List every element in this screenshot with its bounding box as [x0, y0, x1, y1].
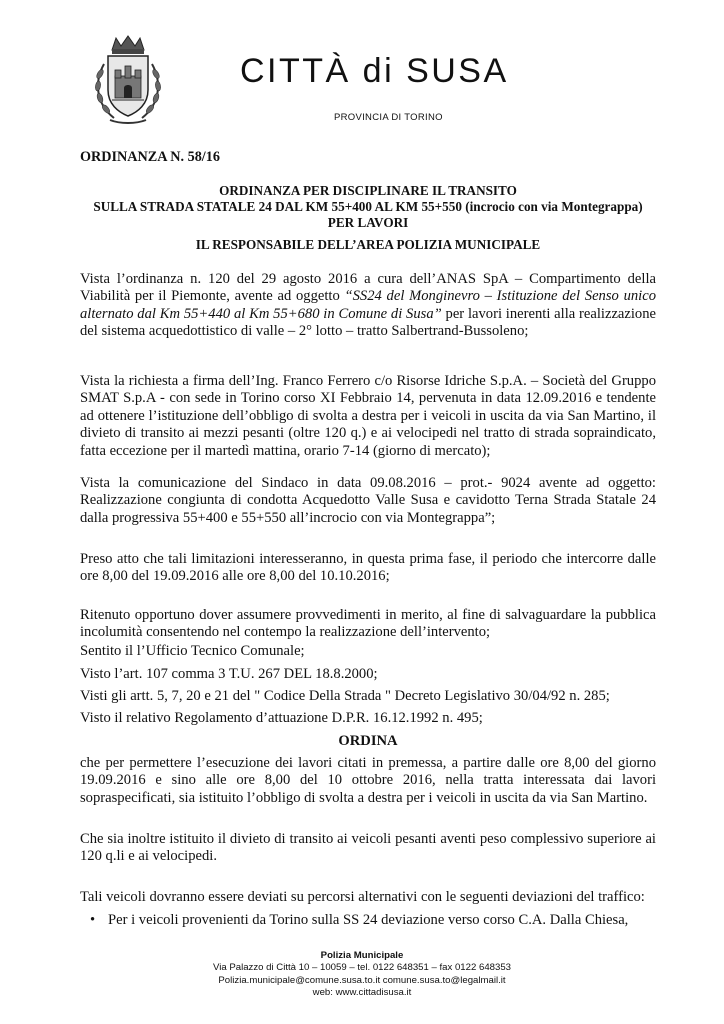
- heading-line: SULLA STRADA STATALE 24 DAL KM 55+400 AL KM 55+550 (incrocio con via Montegrappa): [93, 198, 643, 214]
- footer: [0, 950, 724, 1000]
- province-label: PROVINCIA DI TORINO: [334, 112, 443, 123]
- paragraph-preso-atto: Preso atto che tali limitazioni interesseranno, in questa prima fase, il periodo che intercorre dalle ore 8,00 del 19.09.2016 alle ore 8,00 del 10.10.2016;: [80, 551, 656, 585]
- line-visto-regolamento: Visto il relativo Regolamento d’attuazione D.P.R. 16.12.1992 n. 495;: [80, 710, 483, 726]
- list-item-text: Per i veicoli provenienti da Torino sulla SS 24 deviazione verso corso C.A. Dalla Chiesa,: [108, 912, 629, 928]
- paragraph-ordinanza-anas: [80, 271, 656, 341]
- paragraph-deviazioni: Tali veicoli dovranno essere deviati su percorsi alternativi con le seguenti deviazioni del traffico:: [80, 889, 645, 905]
- line-sentito: Sentito il l’Ufficio Tecnico Comunale;: [80, 643, 305, 659]
- paragraph-quote: “SS24 del Monginevro – Istituzione del Senso unico alternato dal Km 55+440 al Km 55+680 in Comune di Susa”: [80, 288, 656, 322]
- heading-line: PER LAVORI: [327, 214, 409, 230]
- ordinance-heading: [80, 183, 656, 230]
- ordinance-number: ORDINANZA N. 58/16: [80, 149, 220, 165]
- footer-emails: Polizia.municipale@comune.susa.to.it comune.susa.to@legalmail.it: [218, 974, 506, 986]
- ordina-heading: ORDINA: [338, 733, 398, 749]
- responsible-heading: IL RESPONSABILE DELL’AREA POLIZIA MUNICIPALE: [195, 237, 541, 252]
- paragraph-text: per lavori inerenti alla realizzazione del sistema acquedottistico di valle – 2° lotto – tratto Salbertrand-Bussoleno;: [80, 305, 656, 340]
- line-visti-codice-strada: Visti gli artt. 5, 7, 20 e 21 del " Codice Della Strada " Decreto Legislativo 30/04/92 n. 285;: [80, 688, 610, 704]
- list-item: [90, 912, 628, 929]
- bullet-icon: •: [90, 912, 96, 928]
- heading-line: ORDINANZA PER DISCIPLINARE IL TRANSITO: [219, 183, 517, 198]
- footer-address: Via Palazzo di Città 10 – 10059 – tel. 0122 648351 – fax 0122 648353: [213, 962, 511, 974]
- footer-web: web: www.cittadisusa.it: [312, 987, 412, 999]
- city-title: CITTÀ di SUSA: [240, 52, 509, 90]
- paragraph-ritenuto: Ritenuto opportuno dover assumere provvedimenti in merito, al fine di salvaguardare la pubblica incolumità consentendo nel contempo la realizzazione dell’intervento;: [80, 607, 656, 641]
- coat-of-arms-icon: [88, 34, 168, 126]
- footer-title: Polizia Municipale: [320, 950, 404, 961]
- paragraph-ordina: che per permettere l’esecuzione dei lavori citati in premessa, a partire dalle ore 8,00 del giorno 19.09.2016 e sino alle ore 8,00 del 10 ottobre 2016, nella tratta interessata dai lavori sopraspecificati, sia istituito l’obbligo di svolta a destra per i veicoli in uscita da via San Martino.: [80, 755, 656, 806]
- paragraph-richiesta: Vista la richiesta a firma dell’Ing. Franco Ferrero c/o Risorse Idriche S.p.A. – Società del Gruppo SMAT S.p.A - con sede in Torino corso XI Febbraio 14, pervenuta in data 12.09.2016 e tendente ad ottenere l’istituzione dell’obbligo di svolta a destra per i veicoli in uscita da via San Martino, il divieto di transito ai mezzi pesanti (oltre 120 q.) e ai velocipedi nel tratto di strada sopraindicato, fatta eccezione per il martedì mattina, orario 7-14 (giorno di mercato);: [80, 373, 656, 459]
- line-visto-art-107: Visto l’art. 107 comma 3 T.U. 267 DEL 18.8.2000;: [80, 666, 378, 682]
- paragraph-divieto: Che sia inoltre istituito il divieto di transito ai veicoli pesanti aventi peso complessivo superiore ai 120 q.li e ai velocipedi.: [80, 831, 656, 865]
- paragraph-text: Vista l’ordinanza n. 120 del 29 agosto 2016 a cura dell’ANAS SpA – Compartimento della Viabilità per il Piemonte, avente ad oggetto: [80, 271, 656, 305]
- paragraph-comunicazione: Vista la comunicazione del Sindaco in data 09.08.2016 – prot.- 9024 avente ad oggetto: Realizzazione congiunta di condotta Acquedotto Valle Susa e cavidotto Terna Strada Statale 24 dalla progressiva 55+400 e 55+550 all’incrocio con via Montegrappa”;: [80, 475, 656, 526]
